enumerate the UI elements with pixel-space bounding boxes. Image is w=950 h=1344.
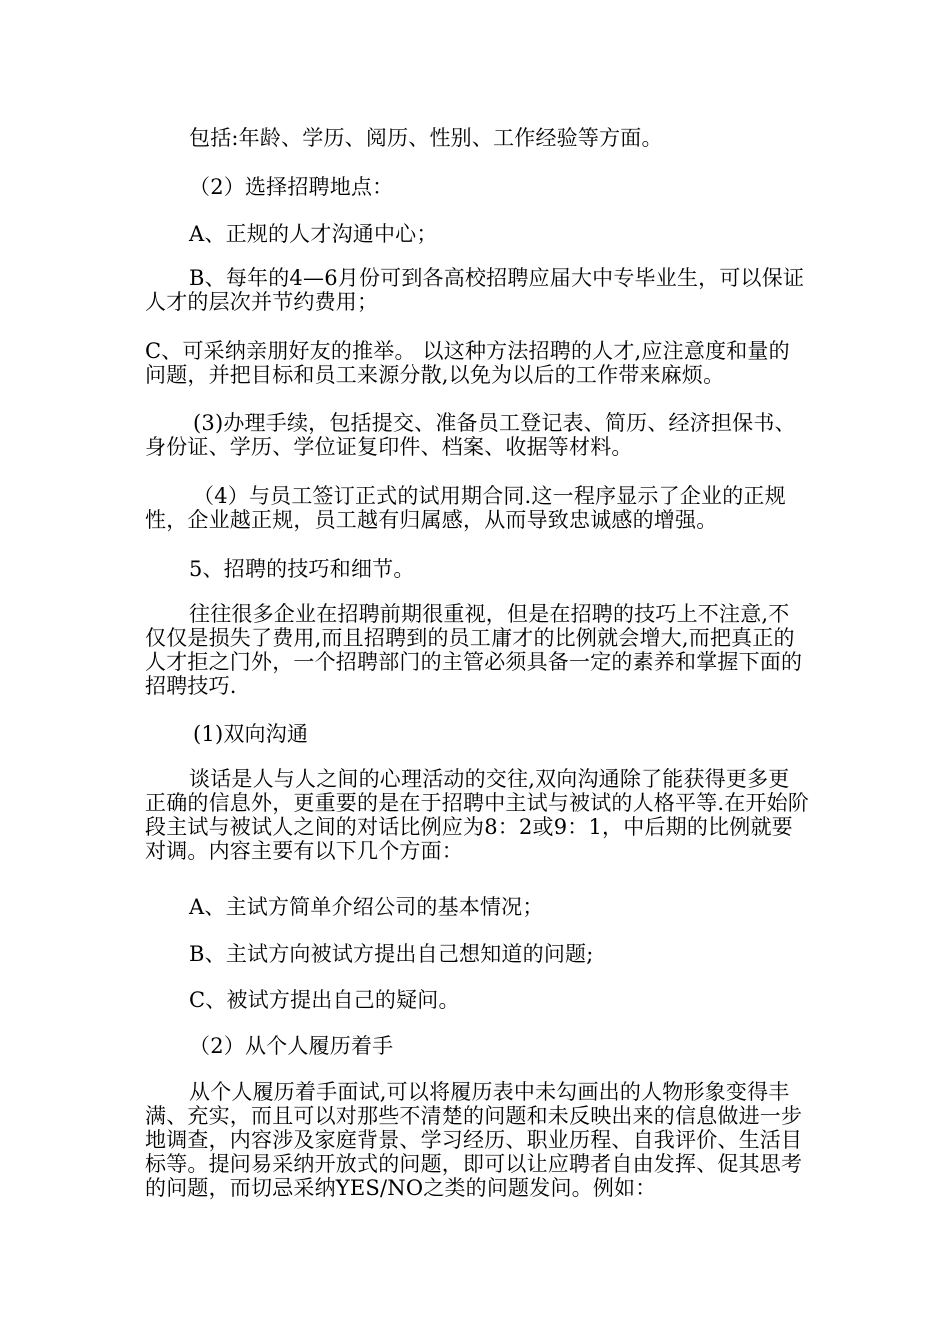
paragraph-two-way-communication: 谈话是人与人之间的心理活动的交往,双向沟通除了能获得更多更正确的信息外，更重要的是在于招聘中主试与被试的人格平等.在开始阶段主试与被试人之间的对话比例应为8：2或9：1，中后期的比例就要对调。内容主要有以下几个方面： [145,767,810,863]
list-item-c: C、被试方提出自己的疑问。 [189,988,460,1012]
paragraph-contract: （4）与员工签订正式的试用期合同.这一程序显示了企业的正规性，企业越正规，员工越有归属感，从而导致忠诚感的增强。 [145,484,786,532]
paragraph-resume: 从个人履历着手面试,可以将履历表中未勾画出的人物形象变得丰满、充实，而且可以对那些不清楚的问题和未反映出来的信息做进一步地调查，内容涉及家庭背景、学习经历、职业历程、自我评价、生活目标等。提问易采纳开放式的问题，即可以让应聘者自由发挥、促其思考的问题，而切忌采纳YES/NO之类的问题发问。例如： [145,1080,803,1200]
paragraph-option-a: A、正规的人才沟通中心； [189,222,438,246]
paragraph-select-location: （2）选择招聘地点： [189,175,394,199]
list-item-b: B、主试方向被试方提出自己想知道的问题; [189,942,594,966]
subheading-two-way-communication: (1)双向沟通 [193,722,309,746]
paragraph-procedures: (3)办理手续，包括提交、准备员工登记表、简历、经济担保书、身份证、学历、学位证复印件、档案、收据等材料。 [145,411,796,459]
paragraph-techniques-intro: 往往很多企业在招聘前期很重视，但是在招聘的技巧上不注意,不仅仅是损失了费用,而且招聘到的员工庸才的比例就会增大,而把真正的人才拒之门外，一个招聘部门的主管必须具备一定的素养和掌握下面的招聘技巧. [145,602,803,698]
subheading-resume: （2）从个人履历着手 [189,1034,394,1058]
paragraph-option-b: B、每年的4—6月份可到各高校招聘应届大中专毕业生，可以保证人才的层次并节约费用； [145,266,805,314]
paragraph-criteria: 包括:年龄、学历、阅历、性别、工作经验等方面。 [189,126,663,150]
section-heading-techniques: 5、招聘的技巧和细节。 [189,557,415,581]
list-item-a: A、主试方简单介绍公司的基本情况； [189,895,544,919]
paragraph-option-c: C、可采纳亲朋好友的推举。 以这种方法招聘的人才,应注意度和量的问题，并把目标和员工来源分散,以免为以后的工作带来麻烦。 [145,339,790,387]
